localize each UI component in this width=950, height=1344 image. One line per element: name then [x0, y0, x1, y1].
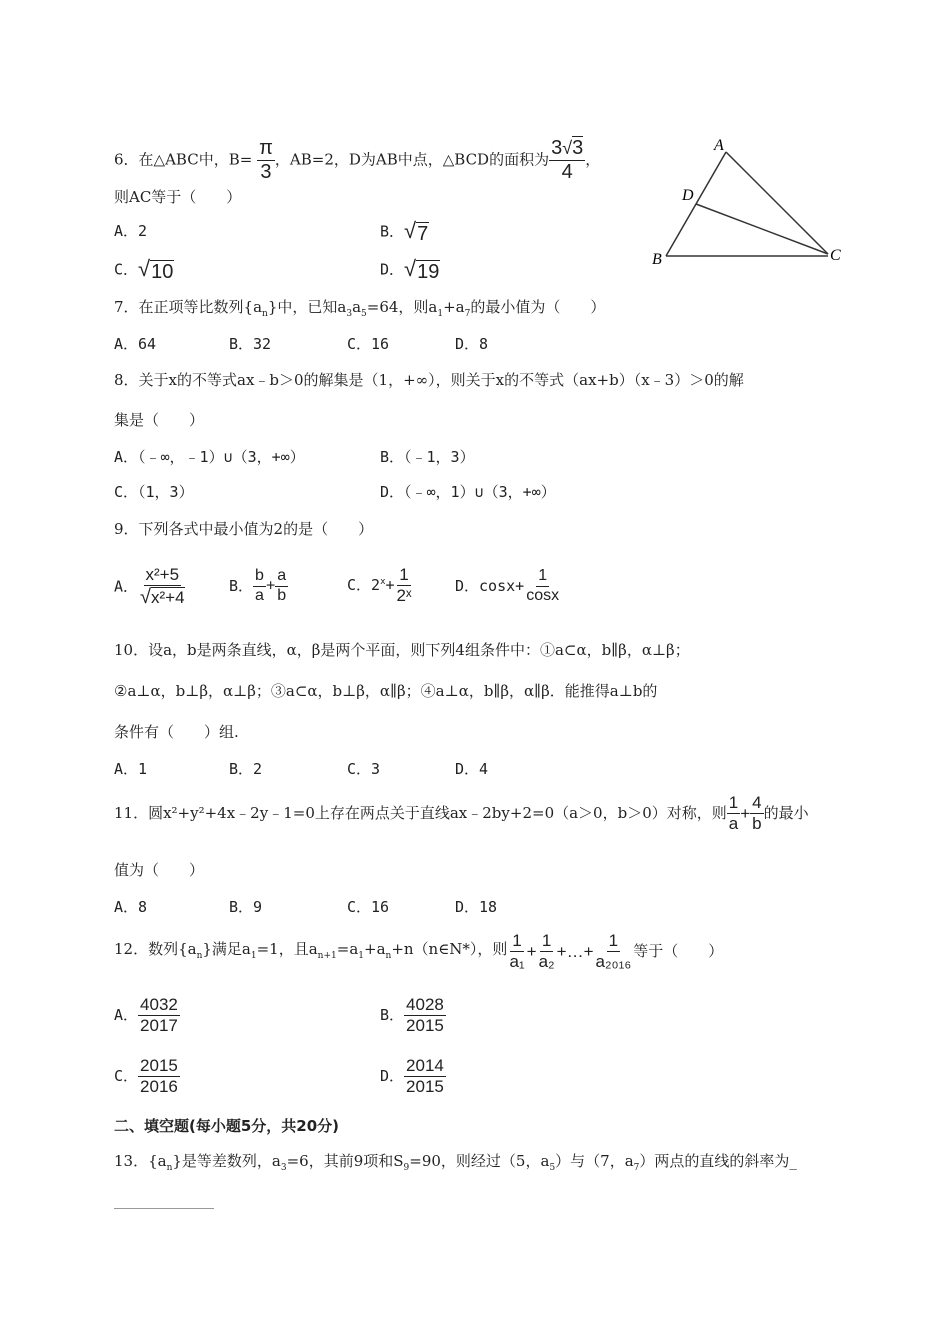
label-A: A	[714, 137, 724, 154]
q8-option-a[interactable]: A．（﹣∞，﹣1）∪（3，+∞）	[114, 448, 305, 466]
q11-option-d[interactable]: D．18	[455, 898, 498, 916]
q12-option-c[interactable]: C． $\frac{2015}{2016}$	[114, 1056, 178, 1096]
q9-option-b[interactable]: B． $\frac{b}{a}$ + $\frac{a}{b}$	[229, 567, 287, 604]
area-fraction: $\frac{3√3}{4}$	[551, 137, 584, 183]
section-2-heading: 二、填空题(每小题5分，共20分)	[114, 1117, 340, 1135]
q8-line2: 集是（ ）	[114, 411, 205, 429]
q6-option-b[interactable]: B． √ 7	[380, 218, 429, 245]
q9-stem: 9．下列各式中最小值为2的是（ ）	[114, 520, 374, 538]
q12-option-a[interactable]: A． $\frac{4032}{2017}$	[114, 995, 178, 1035]
q7-option-c[interactable]: C．16	[347, 335, 390, 353]
q12-option-d[interactable]: D． $\frac{2014}{2015}$	[380, 1056, 444, 1096]
q7-stem: 7．在正项等比数列$\{a_n\}$中，已知$a_3a_5=64$，则$a_1+a_7$的最小值为（ ）	[114, 298, 606, 319]
side-AC	[726, 152, 828, 254]
q7-option-b[interactable]: B．32	[229, 335, 272, 353]
q9-option-d[interactable]: D．cosx+ $\frac{1}{\cos x}$	[455, 567, 560, 604]
q10-line1: 10．设a，b是两条直线，α，β是两个平面，则下列4组条件中：①a⊂α，b∥β，α⊥β；	[114, 641, 690, 659]
q6-line2: 则AC等于（ ）	[114, 188, 242, 206]
q10-option-d[interactable]: D．4	[455, 760, 489, 778]
q9-option-a[interactable]: A． $\frac{\text{x²+5}}{\text{√x²+4}}$	[114, 565, 185, 608]
pi-over-3: $\frac{\pi}{3}$	[259, 137, 273, 183]
q10-line2: ②a⊥α，b⊥β，α⊥β；③a⊂α，b⊥β，α∥β；④a⊥α，b∥β，α∥β．能推得a⊥b的	[114, 682, 658, 700]
q8-option-b[interactable]: B．（﹣1，3）	[380, 448, 475, 466]
q10-option-b[interactable]: B．2	[229, 760, 263, 778]
q9-option-c[interactable]: C．$2^x+$ $\frac{1}{\text{2ˣ}}$	[347, 565, 412, 605]
q10-line3: 条件有（ ）组.	[114, 723, 239, 741]
q6-stem: 6．在△ABC中，B= $\frac{\pi}{3}$ ，AB=2，D为AB中点，△BCD的面积为 $\frac{3√3}{4}$ ，	[114, 137, 601, 183]
q6-option-c[interactable]: C． √ 10	[114, 256, 174, 283]
q10-option-c[interactable]: C．3	[347, 760, 381, 778]
q6-number: 6．	[114, 150, 139, 169]
label-D: D	[682, 187, 694, 204]
q10-option-a[interactable]: A．1	[114, 760, 148, 778]
q6-option-d[interactable]: D． √ 19	[380, 256, 440, 283]
q13-stem: 13．$\{a_n\}$是等差数列，$a_3=6$，其前9项和$S_9=90$，则经过（5，$a_5$）与（7，$a_7$）两点的直线的斜率为_	[114, 1152, 797, 1173]
label-B: B	[652, 251, 662, 268]
triangle-figure	[640, 132, 880, 272]
q7-option-d[interactable]: D．8	[455, 335, 489, 353]
q7-option-a[interactable]: A．64	[114, 335, 157, 353]
q8-option-d[interactable]: D．（﹣∞，1）∪（3，+∞）	[380, 483, 556, 501]
q12-option-b[interactable]: B． $\frac{4028}{2015}$	[380, 995, 444, 1035]
q11-option-a[interactable]: A．8	[114, 898, 148, 916]
q8-line1: 8．关于x的不等式ax﹣b＞0的解集是（1，+∞），则关于x的不等式（ax+b）（x﹣3）＞0的解	[114, 371, 744, 389]
q11-line2: 值为（ ）	[114, 861, 205, 879]
q6-option-a[interactable]: A．2	[114, 222, 148, 240]
label-C: C	[830, 247, 841, 264]
segment-DC	[696, 204, 828, 254]
q11-option-b[interactable]: B．9	[229, 898, 263, 916]
q8-option-c[interactable]: C．（1，3）	[114, 483, 194, 501]
q13-answer-blank[interactable]	[114, 1208, 214, 1209]
q12-stem: 12．数列$\{a_n\}$满足$a_1=1$，且$a_{n+1}=a_1+a_n+n(n\in N*)$，则 $\frac{1}{\text{a₁}}$ + $\frac{1}{\text{a₂}}$ +…+ $\frac{1}{\text{a₂₀₁₆}}$ 等于（ ）	[114, 931, 724, 971]
q11-option-c[interactable]: C．16	[347, 898, 390, 916]
q11-stem: 11．圆x²+y²+4x﹣2y﹣1=0上存在两点关于直线ax﹣2by+2=0（a＞0，b＞0）对称，则 $\frac{1}{a}$ + $\frac{4}{b}$ 的最小	[114, 793, 809, 833]
